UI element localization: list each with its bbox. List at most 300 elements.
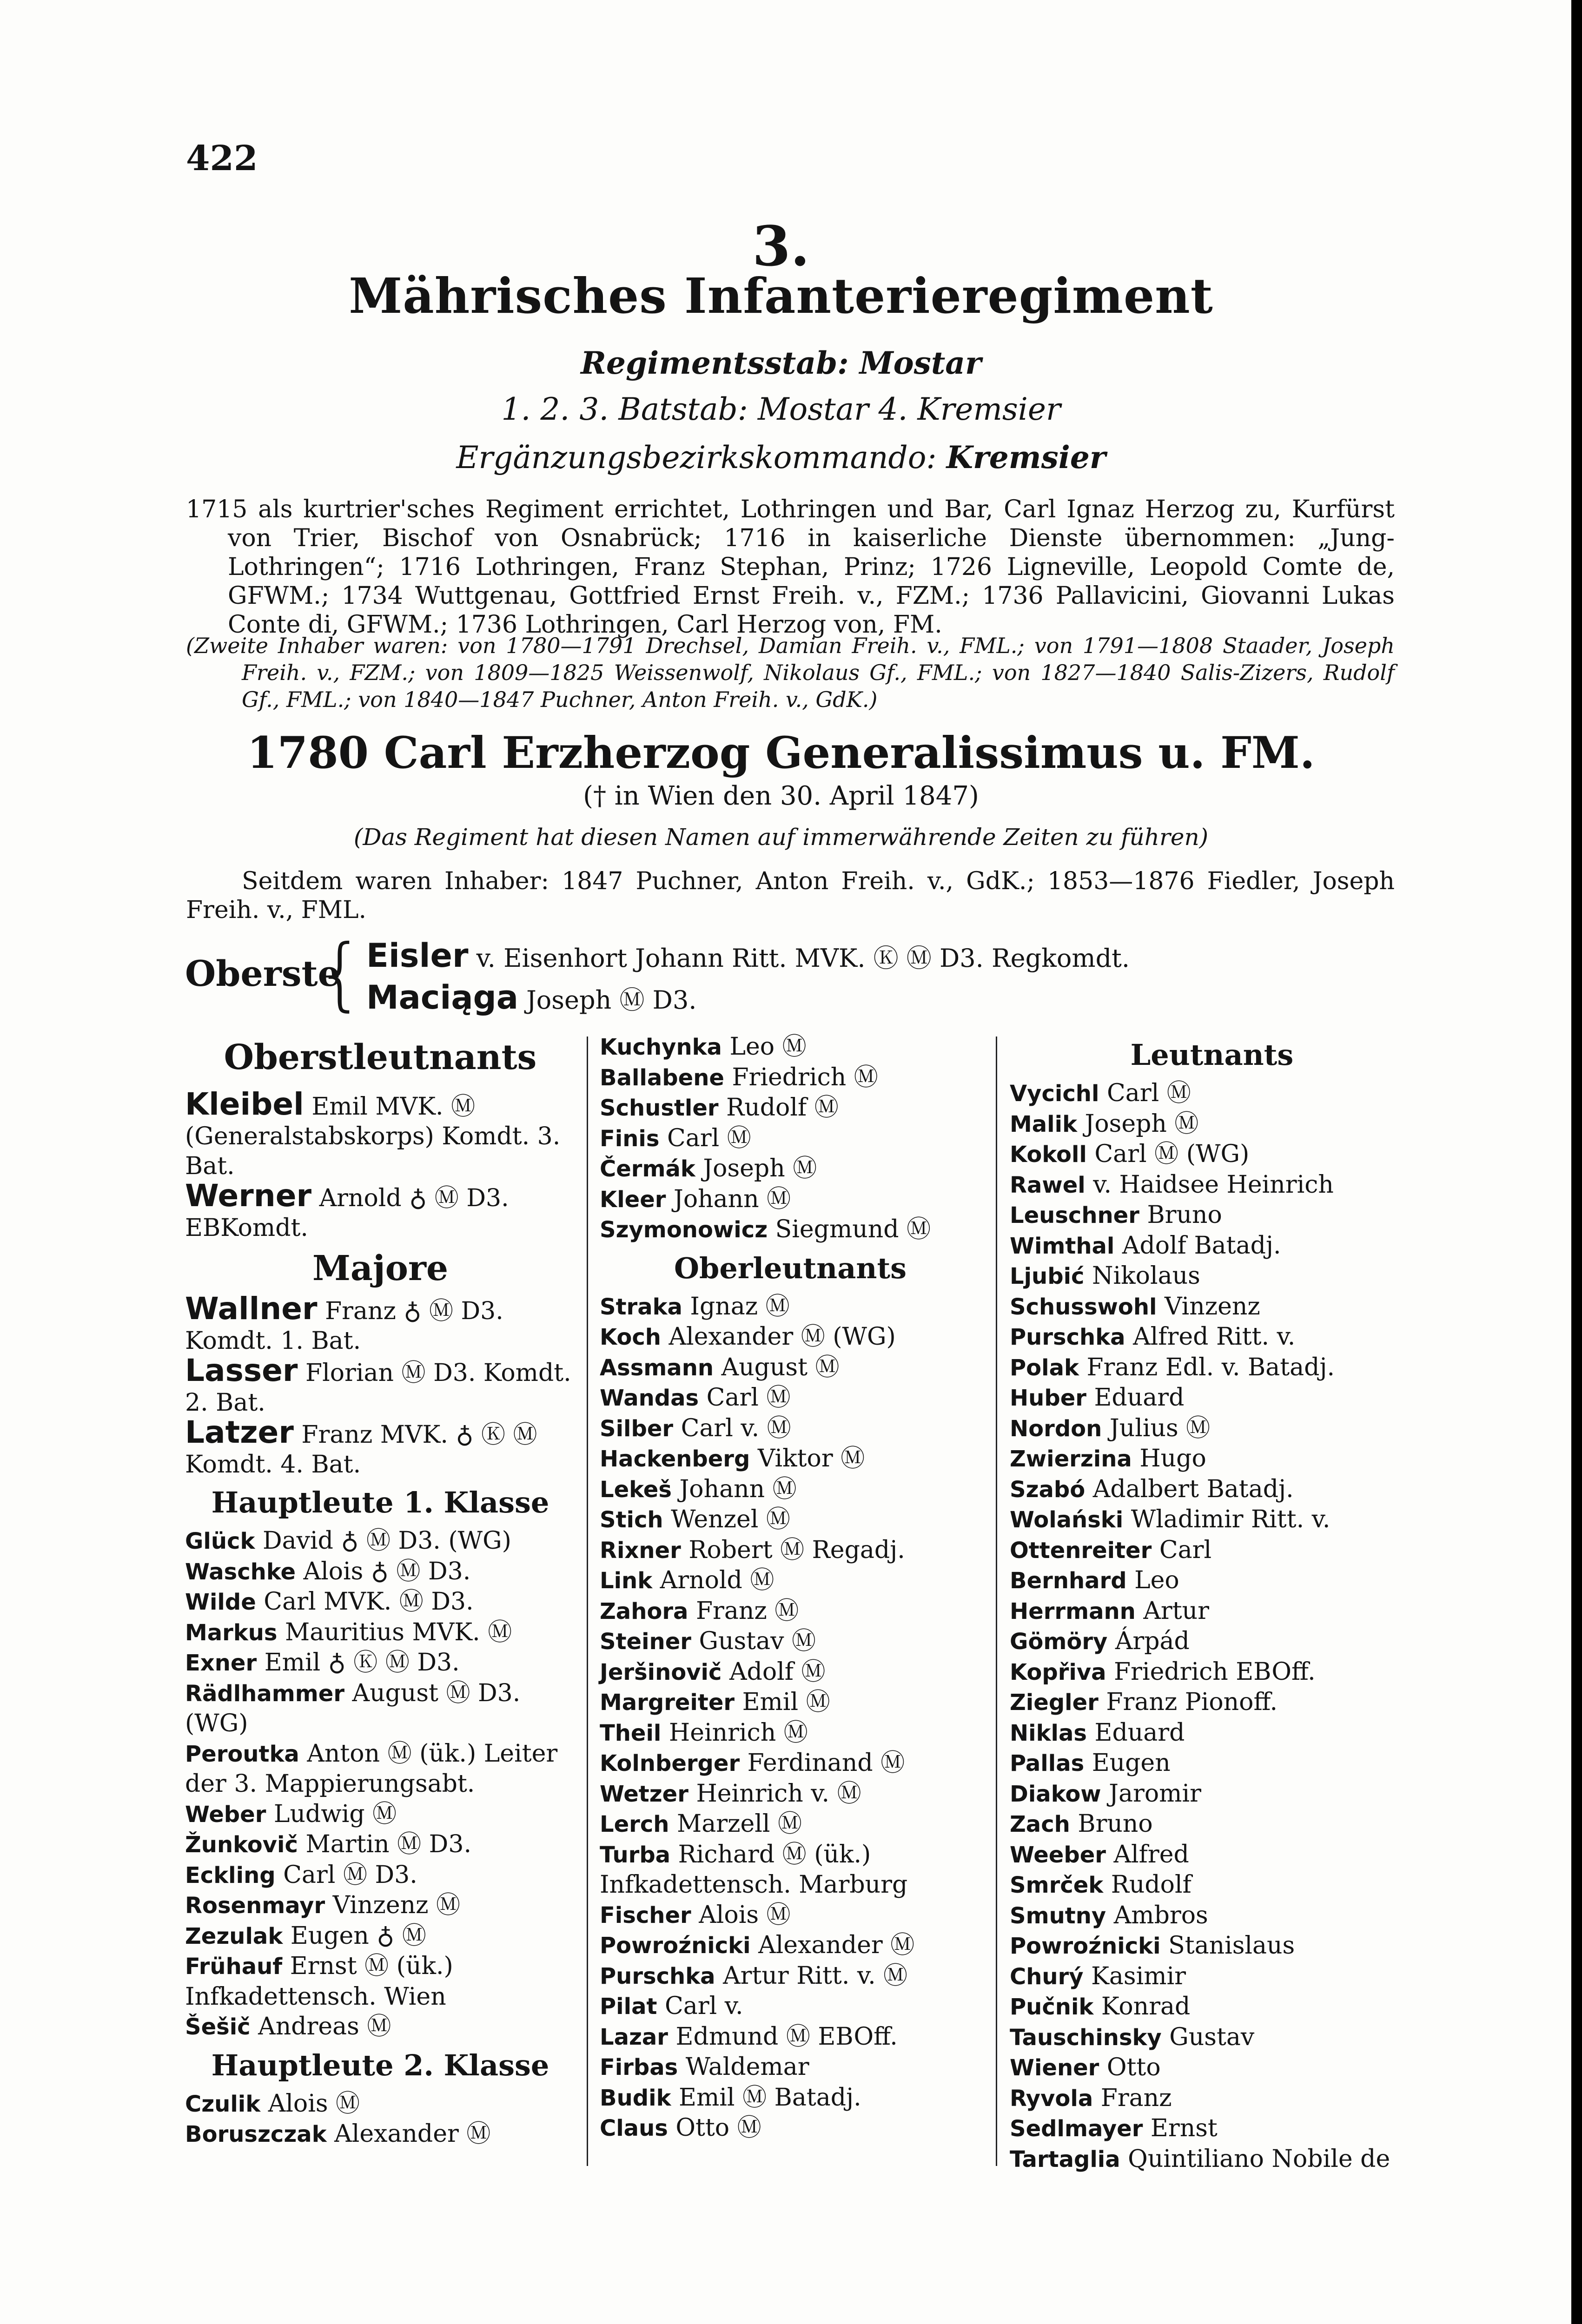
person-details: August Ⓜ — [721, 1353, 840, 1381]
list-item — [1010, 1779, 1414, 1809]
person-details: Emil ♁ Ⓚ Ⓜ D3. — [264, 1649, 460, 1677]
person-name: Nordon — [1010, 1415, 1102, 1442]
person-details: Adolf Batadj. — [1122, 1231, 1281, 1260]
list-item — [185, 2012, 576, 2042]
person-name: Boruszczak — [185, 2121, 327, 2147]
list-item — [600, 1215, 981, 1245]
list-item — [1010, 1444, 1414, 1474]
column-3 — [1010, 1032, 1414, 2174]
list-item — [185, 2089, 576, 2119]
person-details: Alfred — [1113, 1840, 1189, 1868]
list-item — [600, 1292, 981, 1322]
colonel-entry: Eisler v. Eisenhort Johann Ritt. MVK. Ⓚ Ⓜ D3. Regkomdt. — [366, 937, 1130, 975]
list-item — [1010, 1413, 1414, 1444]
person-details: Friedrich Ⓜ — [732, 1063, 878, 1091]
list-item — [1010, 1809, 1414, 1840]
list-item — [1010, 1840, 1414, 1870]
person-name: Herrmann — [1010, 1598, 1136, 1624]
list-item — [600, 1687, 981, 1718]
list-item — [600, 1991, 981, 2022]
list-item — [185, 1921, 576, 1952]
person-details: Arnold ♁ Ⓜ D3. EBKomdt. — [185, 1184, 509, 1242]
list-item — [185, 1618, 576, 1648]
person-details: Carl Ⓜ — [1106, 1079, 1191, 1107]
person-name: Pučnik — [1010, 1994, 1094, 2020]
list-item — [185, 1557, 576, 1587]
list-item — [1010, 2113, 1414, 2144]
person-name: Wetzer — [600, 1781, 688, 1807]
list-item — [600, 1930, 981, 1961]
person-details: August Ⓜ D3. (WG) — [185, 1679, 521, 1737]
person-name: Churý — [1010, 1963, 1084, 1990]
person-name: Rixner — [600, 1537, 681, 1564]
list-item — [600, 1505, 981, 1535]
person-name: Claus — [600, 2115, 668, 2141]
person-details: Edmund Ⓜ EBOff. — [675, 2022, 898, 2051]
list-item — [1010, 1596, 1414, 1627]
person-name: Schustler — [600, 1095, 719, 1121]
person-details: Richard Ⓜ (ük.) Infkadettensch. Marburg — [600, 1840, 908, 1899]
person-details: Bruno — [1147, 1201, 1222, 1229]
person-name: Silber — [600, 1415, 674, 1442]
person-details: Franz Pionoff. — [1106, 1688, 1278, 1716]
person-details: Bruno — [1078, 1810, 1153, 1838]
hauptleute1-heading: Hauptleute 1. Klasse — [211, 1486, 549, 1519]
owner-note: (Das Regiment hat diesen Namen auf immerwährende Zeiten zu führen) — [353, 824, 1209, 851]
list-item — [1010, 1961, 1414, 1992]
list-item — [1010, 1687, 1414, 1718]
column-1 — [185, 1032, 576, 2150]
battalion-staff-line: 1. 2. 3. Batstab: Mostar 4. Kremsier — [501, 391, 1061, 427]
oberstleutnants-heading: Oberstleutnants — [224, 1037, 537, 1077]
later-owners: Seitdem waren Inhaber: 1847 Puchner, Anton Freih. v., GdK.; 1853—1876 Fiedler, Joseph Freih. v., FML. — [186, 867, 1395, 924]
list-item — [1010, 1292, 1414, 1322]
person-name: Tauschinsky — [1010, 2024, 1162, 2051]
person-name: Weber — [185, 1801, 266, 1828]
person-name: Kleibel — [185, 1086, 304, 1122]
person-details: Wenzel Ⓜ — [671, 1505, 790, 1533]
person-name: Wimthal — [1010, 1233, 1115, 1259]
person-name: Budik — [600, 2085, 671, 2111]
person-name: Werner — [185, 1178, 312, 1214]
list-item — [1010, 1901, 1414, 1931]
person-name: Lekeš — [600, 1476, 672, 1503]
person-name: Latzer — [185, 1414, 294, 1450]
list-item — [600, 1353, 981, 1383]
person-details: Eduard — [1094, 1718, 1185, 1747]
person-name: Ryvola — [1010, 2085, 1093, 2112]
list-item — [185, 2119, 576, 2150]
person-name: Rädlhammer — [185, 1680, 344, 1707]
person-details: Alexander Ⓜ — [758, 1931, 915, 1959]
person-details: Vinzenz Ⓜ — [332, 1891, 461, 1919]
person-name: Hackenberg — [600, 1446, 750, 1472]
person-details: Alexander Ⓜ (WG) — [669, 1323, 896, 1351]
list-item — [185, 1086, 576, 1181]
list-item — [1010, 1535, 1414, 1566]
person-name: Ottenreiter — [1010, 1537, 1152, 1564]
person-name: Zwierzina — [1010, 1446, 1132, 1472]
colonel-entry: Maciąga Joseph Ⓜ D3. — [366, 978, 697, 1017]
person-details: Alois ♁ Ⓜ D3. — [303, 1557, 471, 1585]
list-item — [1010, 1353, 1414, 1383]
regiment-title: Mährisches Infanterieregiment — [349, 267, 1213, 324]
person-details: Johann Ⓜ — [673, 1185, 791, 1213]
list-item — [600, 2022, 981, 2053]
district-place: Kremsier — [946, 439, 1106, 475]
person-details: Eduard — [1094, 1384, 1185, 1412]
person-details: Rudolf Ⓜ — [726, 1094, 839, 1122]
list-item — [600, 1626, 981, 1657]
list-item — [600, 1840, 981, 1900]
staff-place: Mostar — [859, 345, 981, 381]
column-2 — [600, 1032, 981, 2144]
person-details: Gustav Ⓜ — [699, 1627, 816, 1655]
person-name: Zezulak — [185, 1923, 283, 1949]
person-details: Ambros — [1113, 1901, 1208, 1929]
person-name: Wolański — [1010, 1507, 1124, 1533]
list-item — [1010, 1170, 1414, 1201]
list-item — [1010, 1565, 1414, 1596]
list-item — [600, 2083, 981, 2113]
person-details: v. Haidsee Heinrich — [1093, 1170, 1334, 1199]
person-details: Alois Ⓜ — [268, 2089, 360, 2118]
regiment-number: 3. — [752, 214, 810, 278]
list-item — [600, 1596, 981, 1627]
district-command-line — [177, 439, 1385, 475]
person-details: Eugen ♁ Ⓜ — [290, 1921, 426, 1950]
person-details: Wladimir Ritt. v. — [1131, 1505, 1330, 1533]
list-item — [600, 1718, 981, 1749]
hauptleute2-cont-list — [600, 1032, 981, 1245]
person-details: Leo — [1134, 1566, 1179, 1594]
person-name: Purschka — [600, 1963, 715, 1989]
person-details: Florian Ⓜ D3. Komdt. 2. Bat. — [185, 1359, 571, 1417]
list-item — [600, 1444, 981, 1474]
person-name: Bernhard — [1010, 1568, 1127, 1594]
person-details: Emil Ⓜ — [742, 1688, 830, 1716]
leutnants-list — [1010, 1078, 1414, 2174]
person-name: Huber — [1010, 1385, 1086, 1411]
list-item — [600, 1184, 981, 1215]
person-details: Otto Ⓜ — [675, 2114, 761, 2142]
list-item — [600, 1413, 981, 1444]
person-details: Arnold Ⓜ — [660, 1566, 774, 1594]
person-name: Pallas — [1010, 1750, 1085, 1776]
person-name: Tartaglia — [1010, 2146, 1120, 2172]
hauptleute1-list — [185, 1526, 576, 2042]
list-item — [600, 1093, 981, 1123]
person-name: Diakow — [1010, 1781, 1101, 1807]
person-details: Alexander Ⓜ — [334, 2120, 491, 2148]
list-item — [185, 1678, 576, 1739]
person-name: Wilde — [185, 1589, 256, 1615]
person-name: Waschke — [185, 1558, 296, 1585]
person-details: Ludwig Ⓜ — [273, 1800, 397, 1828]
person-details: Joseph Ⓜ — [703, 1155, 817, 1182]
person-details: Marzell Ⓜ — [676, 1810, 802, 1838]
majore-list — [185, 1291, 576, 1479]
list-item — [1010, 1474, 1414, 1505]
list-item — [1010, 1261, 1414, 1292]
person-name: Czulik — [185, 2091, 261, 2117]
person-name: Powroźnicki — [1010, 1933, 1161, 1959]
list-item — [600, 2052, 981, 2083]
person-name: Ballabene — [600, 1064, 724, 1091]
list-item — [600, 2113, 981, 2144]
person-details: Carl — [1159, 1536, 1212, 1564]
person-details: Ignaz Ⓜ — [690, 1292, 790, 1320]
list-item — [185, 1890, 576, 1921]
person-details: Ferdinand Ⓜ — [747, 1749, 905, 1777]
person-details: Carl MVK. Ⓜ D3. — [264, 1588, 474, 1616]
person-details: Nikolaus — [1092, 1262, 1200, 1290]
person-details: Carl Ⓜ D3. — [283, 1861, 417, 1889]
person-details: Árpád — [1115, 1627, 1190, 1655]
person-name: Zach — [1010, 1811, 1070, 1837]
list-item — [600, 1565, 981, 1596]
person-details: Ernst Ⓜ (ük.) Infkadettensch. Wien — [185, 1952, 453, 2011]
person-name: Schusswohl — [1010, 1294, 1157, 1320]
person-name: Turba — [600, 1842, 671, 1868]
person-name: Polak — [1010, 1354, 1079, 1381]
person-details: Adalbert Batadj. — [1092, 1475, 1294, 1503]
list-item — [600, 1809, 981, 1840]
person-name: Kuchynka — [600, 1034, 722, 1060]
person-name: Glück — [185, 1528, 255, 1554]
person-name: Leuschner — [1010, 1202, 1139, 1228]
person-details: Julius Ⓜ — [1109, 1414, 1211, 1442]
leutnants-heading: Leutnants — [1130, 1038, 1294, 1072]
person-name: Assmann — [600, 1354, 714, 1381]
person-details: Franz Edl. v. Batadj. — [1086, 1353, 1335, 1381]
person-name: Fischer — [600, 1902, 691, 1928]
person-name: Lerch — [600, 1811, 669, 1837]
person-details: Artur — [1143, 1597, 1210, 1625]
list-item — [185, 1648, 576, 1678]
person-details: Carl v. — [664, 1992, 743, 2020]
list-item — [1010, 1626, 1414, 1657]
list-item — [600, 1657, 981, 1688]
person-name: Jeršinovič — [600, 1659, 722, 1685]
list-item — [1010, 2053, 1414, 2083]
person-name: Eckling — [185, 1862, 276, 1888]
person-name: Smrček — [1010, 1872, 1104, 1898]
list-item — [1010, 1200, 1414, 1231]
person-details: Heinrich Ⓜ — [669, 1718, 808, 1747]
person-details: Siegmund Ⓜ — [775, 1215, 931, 1243]
person-details: Johann Ⓜ — [679, 1475, 797, 1503]
list-item — [185, 1353, 576, 1418]
person-name: Niklas — [1010, 1720, 1087, 1746]
list-item — [185, 1799, 576, 1830]
person-details: Ernst — [1150, 2114, 1218, 2142]
person-name: Ziegler — [1010, 1690, 1099, 1716]
person-details: Stanislaus — [1168, 1932, 1295, 1960]
person-details: Anton Ⓜ (ük.) Leiter der 3. Mappierungsabt. — [185, 1739, 558, 1798]
list-item — [1010, 2022, 1414, 2053]
list-item — [185, 1178, 576, 1243]
hauptleute2-heading: Hauptleute 2. Klasse — [211, 2048, 549, 2082]
person-details: Emil Ⓜ Batadj. — [679, 2083, 861, 2112]
list-item — [185, 1526, 576, 1557]
owner-death: († in Wien den 30. April 1847) — [583, 781, 979, 811]
list-item — [1010, 1748, 1414, 1779]
person-name: Vycichl — [1010, 1081, 1099, 1107]
person-name: Straka — [600, 1294, 682, 1320]
list-item — [185, 1860, 576, 1891]
person-name: Link — [600, 1568, 653, 1594]
colonels-block — [185, 930, 1417, 1023]
person-name: Rosenmayr — [185, 1893, 325, 1919]
person-name: Wiener — [1010, 2055, 1099, 2081]
person-name: Žunkovič — [185, 1832, 298, 1858]
person-details: Konrad — [1101, 1993, 1191, 2020]
person-name: Wandas — [600, 1385, 699, 1411]
person-name: Smutny — [1010, 1902, 1106, 1929]
person-name: Weeber — [1010, 1842, 1106, 1868]
person-name: Szymonowicz — [600, 1217, 768, 1243]
regiment-staff-line — [177, 345, 1385, 381]
list-item — [1010, 1718, 1414, 1749]
column-divider — [996, 1037, 997, 2166]
owner-title: 1780 Carl Erzherzog Generalissimus u. FM. — [247, 727, 1315, 779]
list-item — [600, 1383, 981, 1413]
person-name: Kopřiva — [1010, 1659, 1106, 1685]
person-details: Franz — [1100, 2084, 1172, 2112]
second-owners-text: (Zweite Inhaber waren: von 1780—1791 Drechsel, Damian Freih. v., FML.; von 1791—1808 Staader, Joseph Freih. v., FZM.; von 1809—1825 Weissenwolf, Nikolaus Gf., FML.; von 1827—1840 Salis-Zizers, Rudolf Gf., FML.; von 1840—1847 Puchner, Anton Freih. v., GdK.) — [186, 633, 1395, 712]
oberstleutnants-list — [185, 1086, 576, 1243]
person-name: Frühauf — [185, 1954, 283, 1980]
person-name: Margreiter — [600, 1690, 735, 1716]
person-details: Robert Ⓜ Regadj. — [688, 1536, 905, 1564]
person-name: Exner — [185, 1650, 257, 1676]
list-item — [1010, 1505, 1414, 1535]
person-details: Leo Ⓜ — [729, 1033, 807, 1061]
staff-label: Regimentsstab: — [581, 345, 849, 381]
person-details: Hugo — [1139, 1445, 1206, 1472]
person-name: Finis — [600, 1125, 660, 1152]
person-details: Mauritius MVK. Ⓜ — [285, 1618, 512, 1646]
person-details: Alois Ⓜ — [699, 1901, 791, 1929]
person-details: Carl Ⓜ — [706, 1384, 791, 1412]
person-name: Powroźnicki — [600, 1933, 751, 1959]
majore-heading: Majore — [312, 1248, 449, 1288]
list-item — [1010, 1139, 1414, 1170]
person-details: Martin Ⓜ D3. — [305, 1830, 471, 1858]
list-item — [1010, 1231, 1414, 1261]
person-name: Koch — [600, 1324, 661, 1350]
list-item — [600, 1063, 981, 1093]
person-name: Firbas — [600, 2054, 678, 2080]
person-name: Purschka — [1010, 1324, 1125, 1350]
person-details: Viktor Ⓜ — [757, 1445, 865, 1472]
person-details: Friedrich EBOff. — [1114, 1657, 1316, 1686]
list-item — [185, 1829, 576, 1860]
list-item — [1010, 1931, 1414, 1961]
person-details: Heinrich v. Ⓜ — [696, 1779, 861, 1808]
person-name: Sedlmayer — [1010, 2116, 1143, 2142]
list-item — [600, 1474, 981, 1505]
person-details: Franz ♁ Ⓜ D3. Komdt. 1. Bat. — [185, 1297, 503, 1355]
person-details: Jaromir — [1109, 1779, 1201, 1808]
person-name: Stich — [600, 1507, 663, 1533]
person-details: Vinzenz — [1164, 1292, 1260, 1320]
person-name: Pilat — [600, 1994, 657, 2020]
person-details: Gustav — [1169, 2023, 1255, 2051]
person-details: Artur Ritt. v. Ⓜ — [723, 1961, 908, 1990]
list-item — [600, 1900, 981, 1931]
list-item — [185, 1951, 576, 2012]
oberleutnants-heading: Oberleutnants — [674, 1251, 907, 1285]
person-details: Rudolf — [1111, 1871, 1191, 1899]
list-item — [185, 1291, 576, 1356]
person-name: Lazar — [600, 2024, 668, 2050]
person-details: Carl Ⓜ (WG) — [1094, 1140, 1250, 1168]
district-label: Ergänzungsbezirkskommando: — [456, 440, 937, 475]
person-name: Malik — [1010, 1111, 1077, 1137]
list-item — [185, 1414, 576, 1479]
hauptleute2-list — [185, 2089, 576, 2150]
person-details: Carl v. Ⓜ — [681, 1414, 791, 1442]
person-details: Waldemar — [685, 2053, 809, 2081]
second-owners-note — [186, 632, 1395, 713]
person-name: Rawel — [1010, 1172, 1086, 1198]
person-details: Emil MVK. Ⓜ (Generalstabskorps) Komdt. 3. Bat. — [185, 1093, 561, 1180]
list-item — [1010, 1078, 1414, 1109]
list-item — [1010, 1383, 1414, 1413]
person-details: Andreas Ⓜ — [258, 2013, 391, 2040]
person-details: Kasimir — [1091, 1962, 1186, 1990]
person-details: Quintiliano Nobile de — [1128, 2145, 1390, 2173]
person-name: Šešič — [185, 2014, 251, 2040]
person-details: Franz MVK. ♁ Ⓚ Ⓜ Komdt. 4. Bat. — [185, 1421, 537, 1479]
colonels-label: Oberste — [185, 953, 340, 994]
page-number: 422 — [186, 139, 258, 178]
list-item — [600, 1123, 981, 1154]
list-item — [600, 1779, 981, 1809]
list-item — [1010, 2144, 1414, 2175]
person-name: Ljubić — [1010, 1263, 1085, 1289]
history-text: 1715 als kurtrier'sches Regiment errichtet, Lothringen und Bar, Carl Ignaz Herzog zu, Kurfürst von Trier, Bischof von Osnabrück; 1716 in kaiserliche Dienste übernommen: „Jung-Lothringen“; 1716 Lothringen, Franz Stephan, Prinz; 1726 Ligneville, Leopold Comte de, GFWM.; 1734 Wuttgenau, Gottfried Ernst Freih. v., FZM.; 1736 Pallavicini, Giovanni Lukas Conte di, GFWM.; 1736 Lothringen, Carl Herzog von, FM. — [186, 495, 1395, 639]
list-item — [185, 1587, 576, 1618]
list-item — [600, 1748, 981, 1779]
list-item — [600, 1322, 981, 1353]
person-details: Carl Ⓜ — [667, 1124, 751, 1152]
person-name: Zahora — [600, 1598, 688, 1624]
person-details: Adolf Ⓜ — [729, 1657, 826, 1686]
list-item — [1010, 1657, 1414, 1688]
person-name: Szabó — [1010, 1476, 1086, 1503]
list-item — [1010, 1992, 1414, 2022]
person-name: Čermák — [600, 1156, 695, 1182]
list-item — [1010, 1870, 1414, 1901]
list-item — [600, 1154, 981, 1184]
person-details: David ♁ Ⓜ D3. (WG) — [262, 1527, 511, 1555]
person-name: Peroutka — [185, 1741, 299, 1767]
list-item — [1010, 1322, 1414, 1353]
regiment-history — [186, 495, 1395, 639]
person-details: Franz Ⓜ — [695, 1597, 799, 1625]
person-name: Markus — [185, 1619, 278, 1646]
person-name: Lasser — [185, 1353, 298, 1388]
list-item — [1010, 1109, 1414, 1140]
person-name: Kokoll — [1010, 1142, 1087, 1168]
person-name: Theil — [600, 1720, 662, 1746]
brace-icon: { — [315, 928, 366, 1020]
list-item — [1010, 2083, 1414, 2114]
oberleutnants-list — [600, 1292, 981, 2144]
